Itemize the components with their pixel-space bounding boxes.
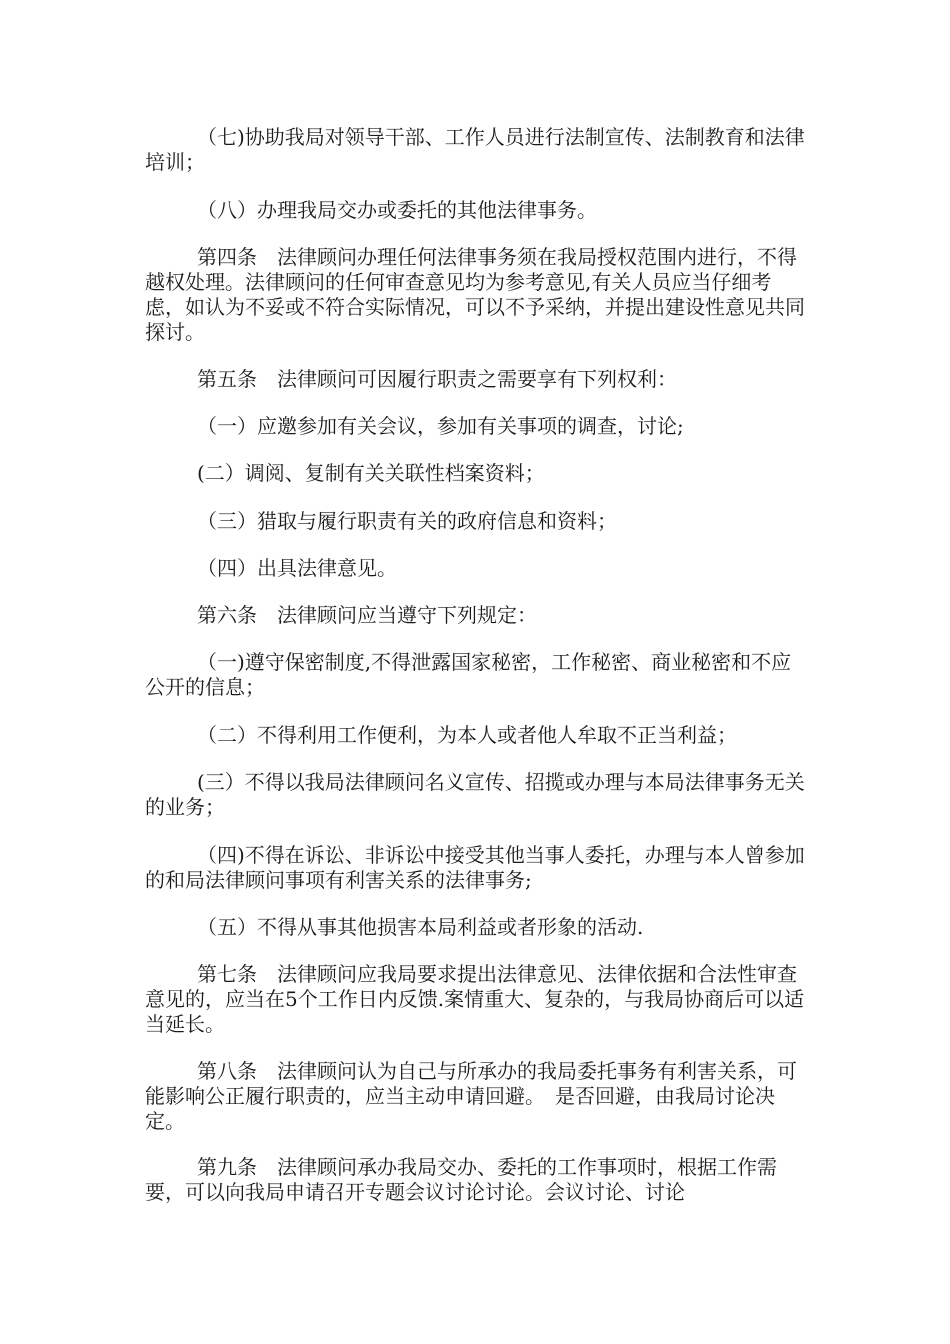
rule-item-1: （一)遵守保密制度,不得泄露国家秘密，工作秘密、商业秘密和不应公开的信息； bbox=[145, 650, 792, 699]
rule-item-4: （四)不得在诉讼、非诉讼中接受其他当事人委托，办理与本人曾参加的和局法律顾问事项有利害关系的法律事务; bbox=[145, 843, 805, 892]
article-8: 第八条 法律顾问认为自己与所承办的我局委托事务有利害关系，可能影响公正履行职责的，应当主动申请回避。 是否回避，由我局讨论决定。 bbox=[145, 1059, 797, 1133]
rule-item-3: (三）不得以我局法律顾问名义宣传、招揽或办理与本局法律事务无关的业务； bbox=[145, 770, 805, 819]
paragraph-7: （七)协助我局对领导干部、工作人员进行法制宣传、法制教育和法律培训； bbox=[145, 125, 805, 174]
article-7: 第七条 法律顾问应我局要求提出法律意见、法律依据和合法性审查意见的，应当在5个工作日内反馈.案情重大、复杂的，与我局协商后可以适当延长。 bbox=[145, 962, 805, 1036]
article-6: 第六条 法律顾问应当遵守下列规定： bbox=[197, 603, 537, 627]
article-9: 第九条 法律顾问承办我局交办、委托的工作事项时，根据工作需要，可以向我局申请召开专题会议讨论讨论。会议讨论、讨论 bbox=[145, 1155, 777, 1204]
right-item-4: （四）出具法律意见。 bbox=[197, 556, 397, 580]
right-item-3: （三）猎取与履行职责有关的政府信息和资料； bbox=[197, 509, 617, 533]
article-4: 第四条 法律顾问办理任何法律事务须在我局授权范围内进行，不得越权处理。法律顾问的任何审查意见均为参考意见,有关人员应当仔细考虑，如认为不妥或不符合实际情况，可以不予采纳，并提出建设性意见共同探讨。 bbox=[145, 245, 805, 344]
paragraph-8: （八）办理我局交办或委托的其他法律事务。 bbox=[197, 198, 597, 222]
rule-item-5: （五）不得从事其他损害本局利益或者形象的活动. bbox=[197, 915, 644, 939]
rule-item-2: （二）不得利用工作便利，为本人或者他人牟取不正当利益； bbox=[197, 723, 737, 747]
right-item-2: (二）调阅、复制有关关联性档案资料； bbox=[197, 461, 545, 485]
right-item-1: （一）应邀参加有关会议，参加有关事项的调查，讨论; bbox=[197, 414, 684, 438]
article-5: 第五条 法律顾问可因履行职责之需要享有下列权利： bbox=[197, 367, 677, 391]
